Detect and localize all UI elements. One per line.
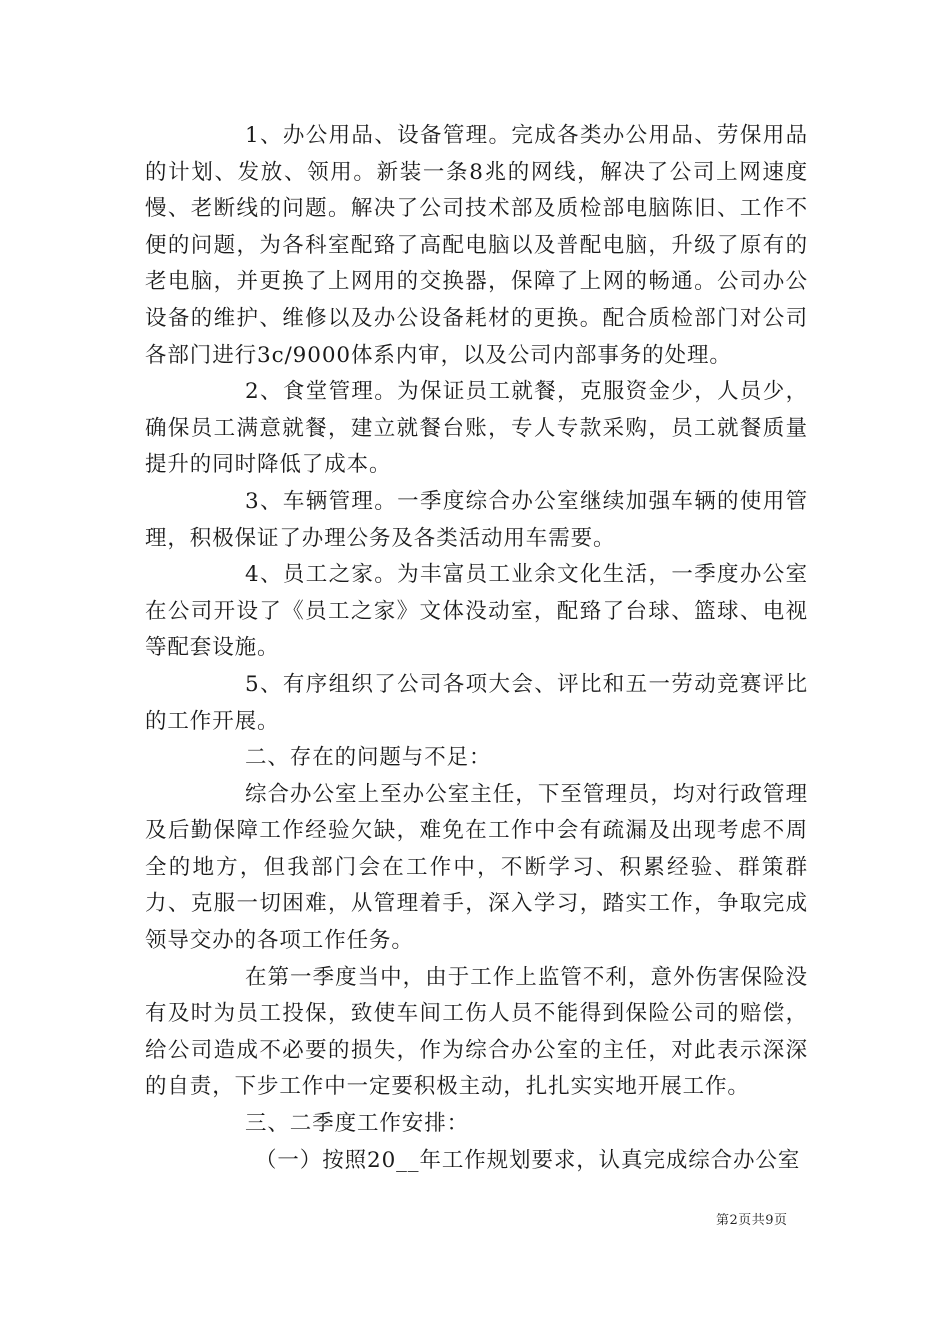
paragraph-canteen: 2、食堂管理。为保证员工就餐，克服资金少，人员少，确保员工满意就餐，建立就餐台账，专人专款采购，员工就餐质量提升的同时降低了成本。: [145, 379, 808, 478]
paragraph-q2-item-1: （一）按照20__年工作规划要求，认真完成综合办公室: [255, 1147, 801, 1173]
paragraph-office-supplies: 1、办公用品、设备管理。完成各类办公用品、劳保用品的计划、发放、领用。新装一条8兆的网线，解决了公司上网速度慢、老断线的问题。解决了公司技术部及质检部电脑陈旧、工作不便的问题，为各科室配臵了高配电脑以及普配电脑，升级了原有的老电脑，并更换了上网用的交换器，保障了上网的畅通。公司办公设备的维护、维修以及办公设备耗材的更换。配合质检部门对公司各部门进行3c/9000体系内审，以及公司内部事务的处理。: [145, 123, 808, 368]
section-heading-problems: 二、存在的问题与不足：: [245, 745, 492, 771]
section-heading-q2-plan: 三、二季度工作安排：: [245, 1111, 470, 1137]
paragraph-insurance: 在第一季度当中，由于工作上监管不利，意外伤害保险没有及时为员工投保，致使车间工伤人员不能得到保险公司的赔偿，给公司造成不必要的损失，作为综合办公室的主任，对此表示深深的自责，下步工作中一定要积极主动，扎扎实实地开展工作。: [145, 964, 808, 1100]
paragraph-problems: 综合办公室上至办公室主任，下至管理员，均对行政管理及后勤保障工作经验欠缺，难免在工作中会有疏漏及出现考虑不周全的地方，但我部门会在工作中，不断学习、积累经验、群策群力、克服一切困难，从管理着手，深入学习，踏实工作，争取完成领导交办的各项工作任务。: [145, 781, 808, 954]
paragraph-staff-home: 4、员工之家。为丰富员工业余文化生活，一季度办公室在公司开设了《员工之家》文体没动室，配臵了台球、篮球、电视等配套设施。: [145, 562, 808, 661]
paragraph-meetings: 5、有序组织了公司各项大会、评比和五一劳动竞赛评比的工作开展。: [145, 671, 808, 734]
page-number: 第2页共9页: [716, 1213, 788, 1228]
document-body: [145, 118, 808, 1179]
paragraph-vehicles: 3、车辆管理。一季度综合办公室继续加强车辆的使用管理，积极保证了办理公务及各类活动用车需要。: [145, 488, 808, 551]
